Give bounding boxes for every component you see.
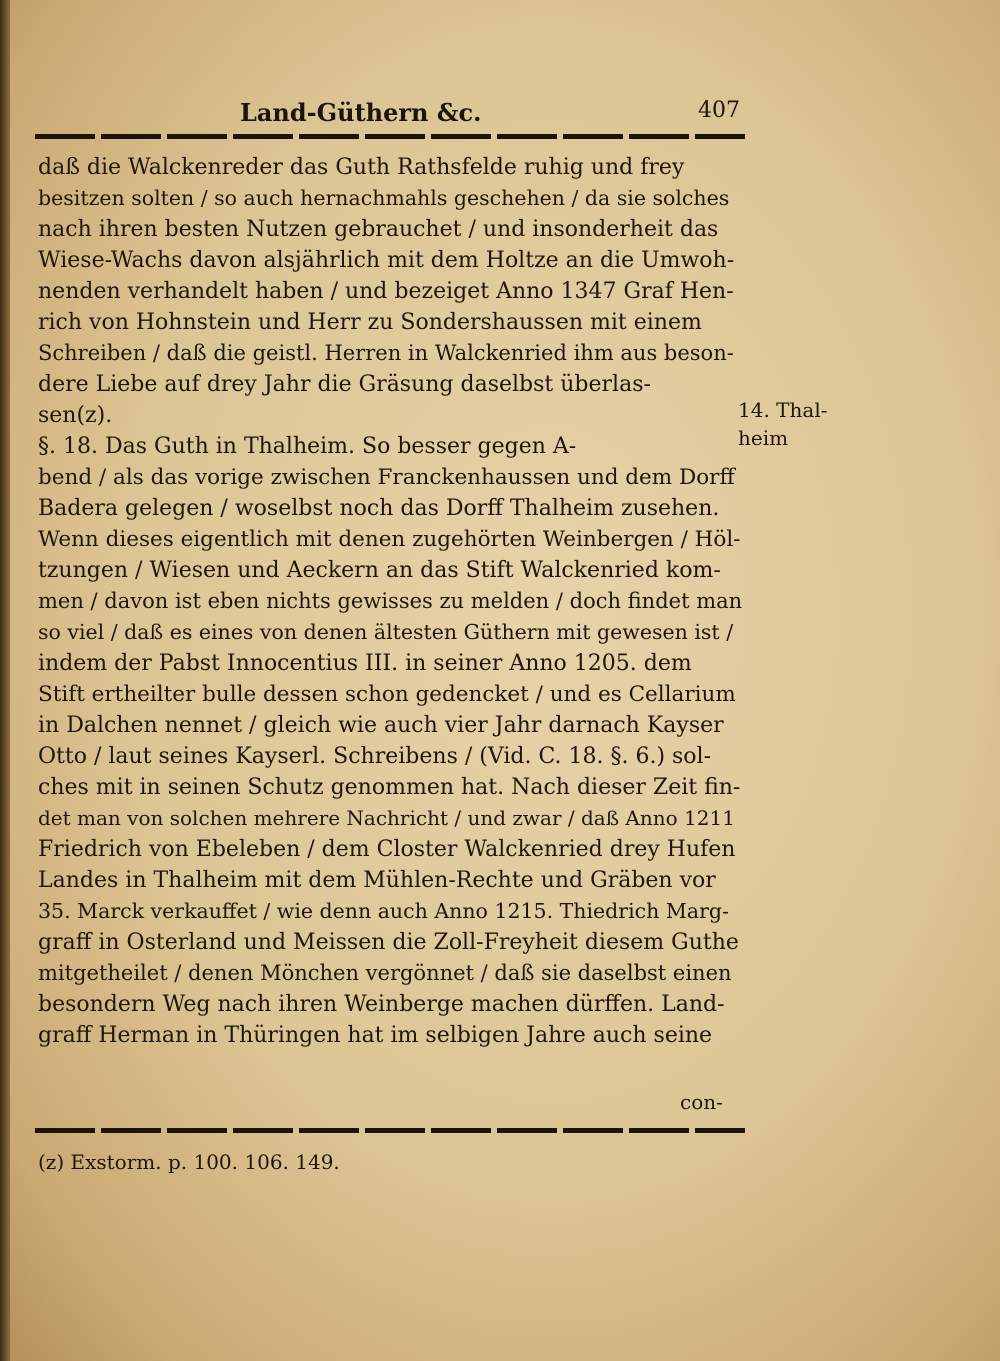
page-gutter [0, 0, 10, 1361]
text-line: §. 18. Das Guth in Thalheim. So besser gegen A- [38, 434, 577, 459]
text-line: indem der Pabst Innocentius III. in seiner Anno 1205. dem [38, 651, 692, 676]
text-line: so viel / daß es eines von denen ältesten Güthern mit gewesen ist / [38, 620, 734, 644]
text-line: besitzen solten / so auch hernachmahls geschehen / da sie solches [38, 186, 730, 210]
text-line: in Dalchen nennet / gleich wie auch vier Jahr darnach Kayser [38, 713, 724, 738]
text-line: Wenn dieses eigentlich mit denen zugehörten Weinbergen / Höl- [38, 527, 741, 552]
footnote: (z) Exstorm. p. 100. 106. 149. [38, 1150, 340, 1174]
header-title: Land-Güthern &c. [240, 98, 482, 127]
margin-note-text: Thal-heim [738, 398, 828, 450]
text-line: Landes in Thalheim mit dem Mühlen-Rechte und Gräben vor [38, 868, 716, 893]
text-line: 35. Marck verkauffet / wie denn auch Anno 1215. Thiedrich Marg- [38, 899, 729, 923]
text-line: men / davon ist eben nichts gewisses zu melden / doch findet man [38, 589, 743, 613]
text-line: nach ihren besten Nutzen gebrauchet / und insonderheit das [38, 217, 719, 242]
text-line: graff Herman in Thüringen hat im selbigen Jahre auch seine [38, 1023, 713, 1048]
text-line: mitgetheilet / denen Mönchen vergönnet / daß sie daselbst einen [38, 961, 732, 985]
catchword: con- [680, 1090, 723, 1114]
text-line: besondern Weg nach ihren Weinberge machen dürffen. Land- [38, 992, 725, 1017]
text-line: sen(z). [38, 403, 113, 428]
text-line: Stift ertheilter bulle dessen schon gedencket / und es Cellarium [38, 682, 736, 707]
body-text [38, 152, 743, 1051]
text-line: Badera gelegen / woselbst noch das Dorff Thalheim zusehen. [38, 496, 720, 521]
margin-note-number: 14. [738, 398, 770, 422]
footnote-rule [35, 1128, 745, 1133]
page-number: 407 [698, 98, 740, 123]
text-line: daß die Walckenreder das Guth Rathsfelde ruhig und frey [38, 155, 685, 180]
text-line: rich von Hohnstein und Herr zu Sondershaussen mit einem [38, 310, 702, 335]
running-header [240, 92, 740, 132]
text-line: Wiese-Wachs davon alsjährlich mit dem Holtze an die Umwoh- [38, 248, 735, 273]
text-line: bend / als das vorige zwischen Franckenhaussen und dem Dorff [38, 465, 735, 490]
text-line: tzungen / Wiesen und Aeckern an das Stift Walckenried kom- [38, 558, 721, 583]
text-line: ches mit in seinen Schutz genommen hat. Nach dieser Zeit fin- [38, 775, 741, 800]
text-line: Friedrich von Ebeleben / dem Closter Walckenried drey Hufen [38, 837, 736, 862]
text-line: Schreiben / daß die geistl. Herren in Walckenried ihm aus beson- [38, 341, 734, 365]
text-line: graff in Osterland und Meissen die Zoll-Freyheit diesem Guthe [38, 930, 739, 955]
text-line: det man von solchen mehrere Nachricht / und zwar / daß Anno 1211 [38, 806, 735, 830]
text-line: Otto / laut seines Kayserl. Schreibens / (Vid. C. 18. §. 6.) sol- [38, 744, 712, 769]
text-line: nenden verhandelt haben / und bezeiget Anno 1347 Graf Hen- [38, 279, 734, 304]
header-rule [35, 134, 745, 139]
margin-note [738, 396, 838, 452]
text-line: dere Liebe auf drey Jahr die Gräsung daselbst überlas- [38, 372, 651, 397]
